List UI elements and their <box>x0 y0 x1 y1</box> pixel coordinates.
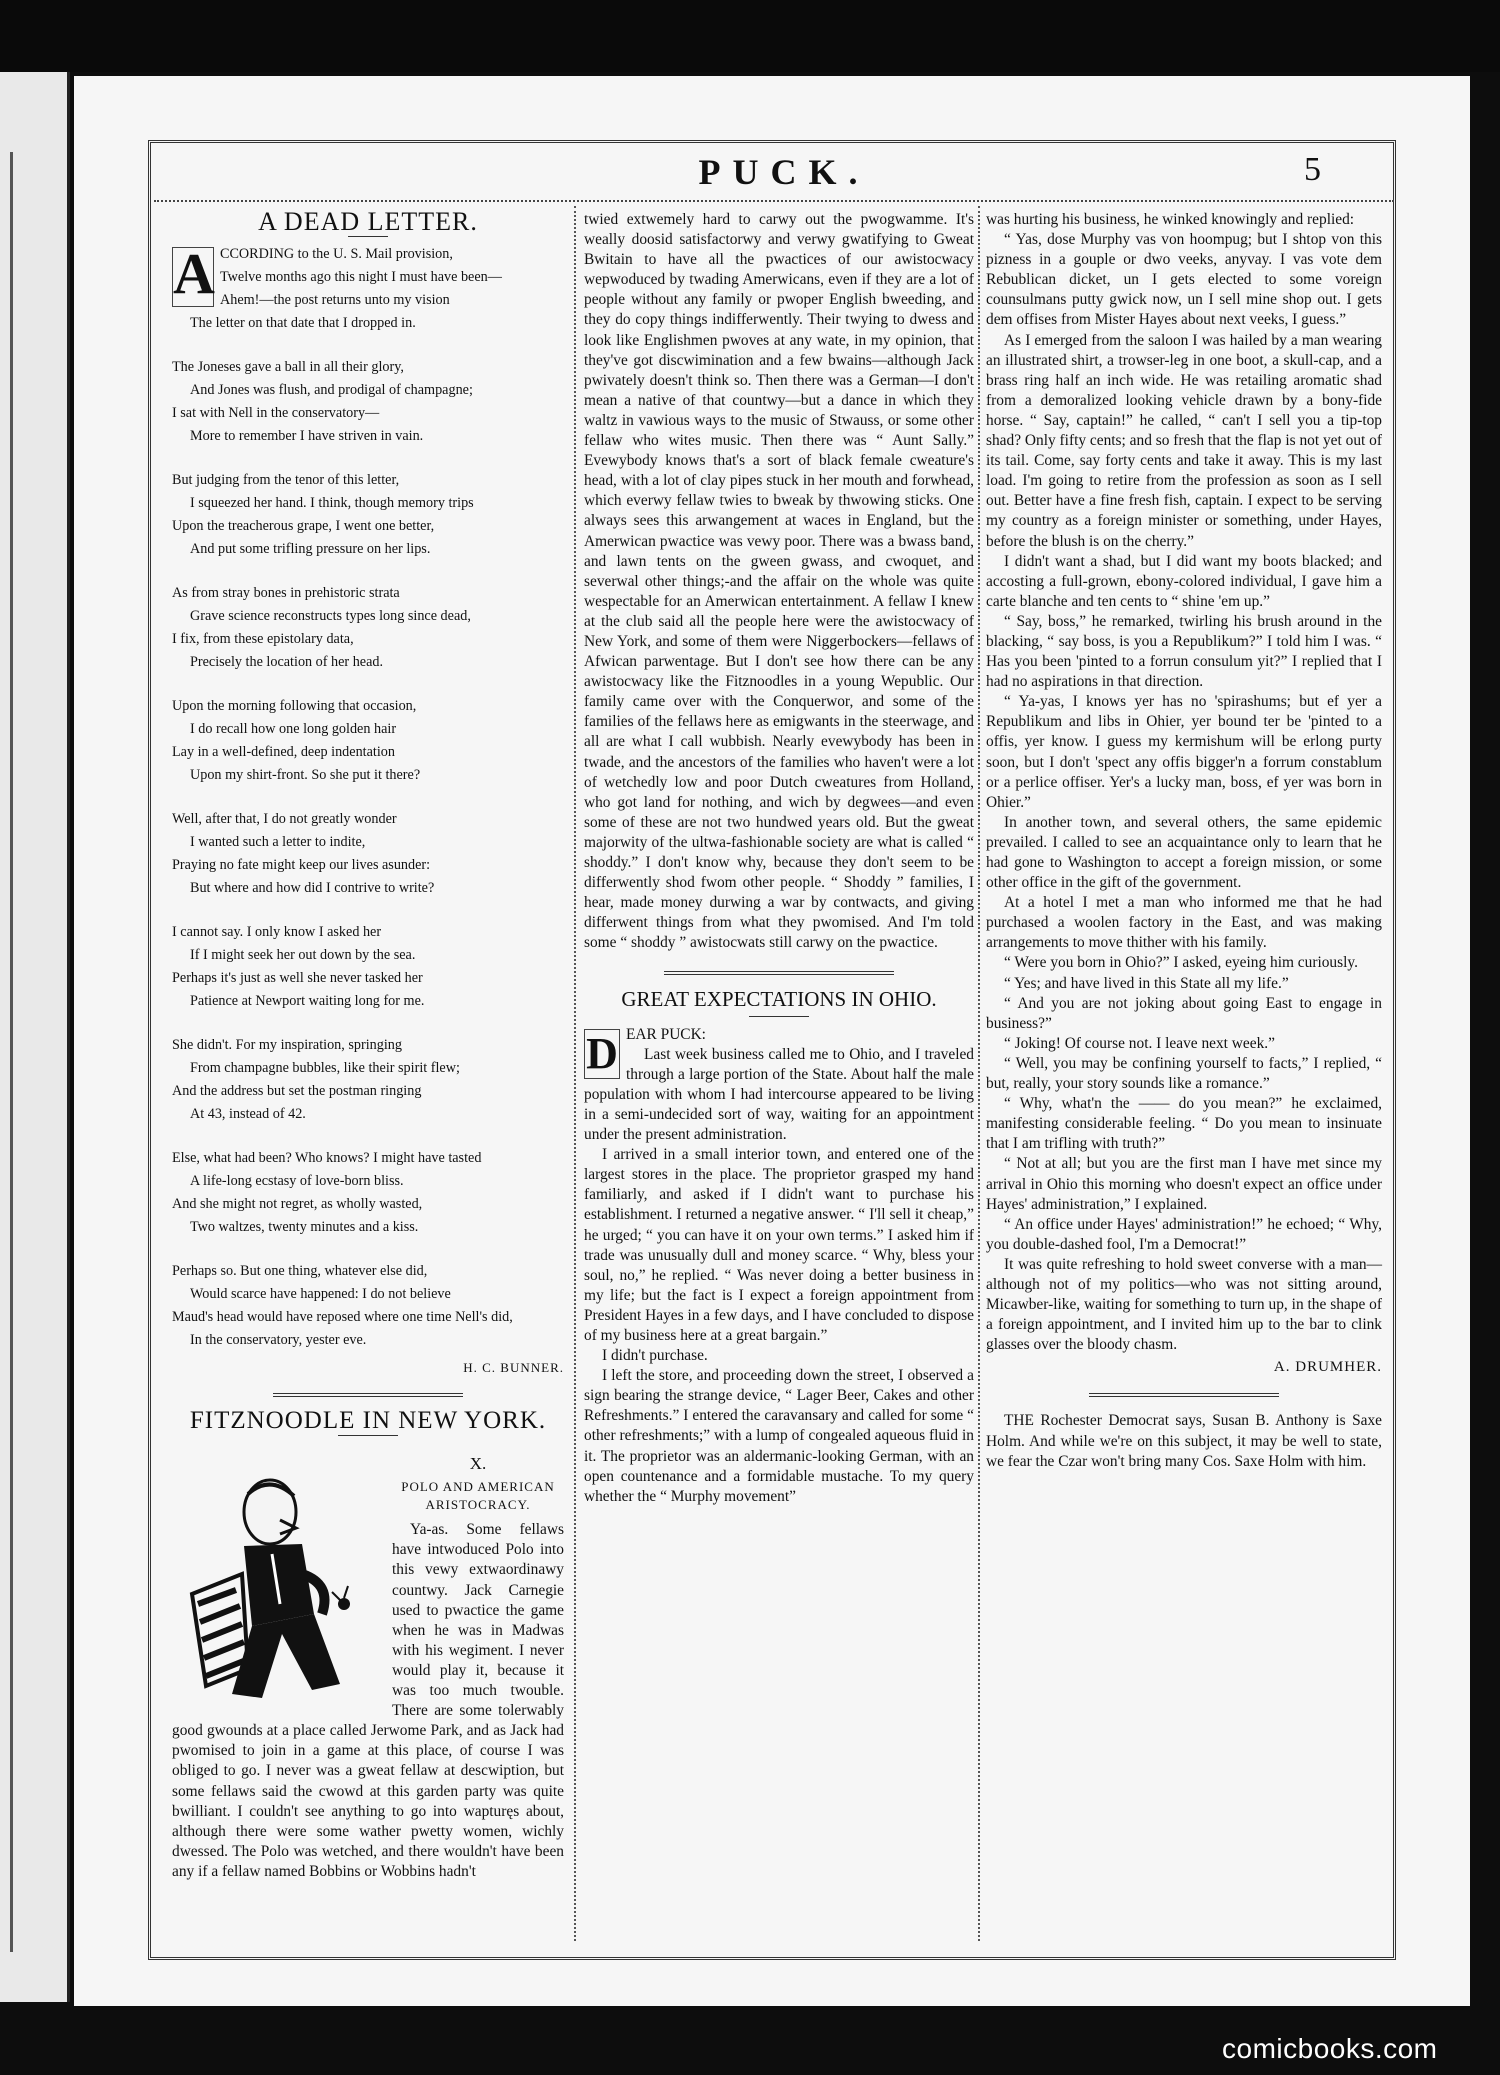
poem-line: Lay in a well-defined, deep indentation <box>172 744 395 761</box>
stanza-gap <box>172 1239 564 1260</box>
poem-line: Else, what had been? Who knows? I might have tasted <box>172 1150 482 1167</box>
poem-line: Perhaps so. But one thing, whatever else did, <box>172 1263 428 1280</box>
expectations-continued <box>986 210 1382 1355</box>
column-rule-1 <box>574 206 576 1941</box>
letter-salutation: EAR PUCK: <box>626 1025 706 1043</box>
article-paragraph: Last week business called me to Ohio, and I traveled through a large portion of the State. About half the male population with whom I had intercourse appeared to be living in a semi-undecided sort of way, waiting for an appointment under the present administration. <box>584 1045 974 1144</box>
section-separator <box>273 1393 463 1397</box>
stanza-gap <box>172 448 564 469</box>
newspaper-page <box>74 76 1470 2006</box>
fitznoodle-text: Ya-as. Some fellaws have intwoduced Polo into this vewy extwaordinawy countwy. Jack Carnegie used to pwactice the game when he was in Madwas with his wegiment. I never would play it, because it was too much twouble. There are some tolerwably good gwounds at a place called Jerwome Park, and as Jack had pwomised to join in a game at this place, of course I was obliged to go. I never was a gweat fellaw at descwiption, but some fellaws said the cwowd at this garden party was quite bwilliant. I couldn't see anything to go into wapturęs about, although there were some wather pwetty women, wichly dwessed. The Polo was wetched, and there wouldn't have been any if a fellaw named Bobbins or Wobbins hadn't <box>172 1521 564 1880</box>
drop-cap: D <box>584 1029 620 1079</box>
poem-line: Ahem!—the post returns unto my vision <box>220 292 450 309</box>
page-header <box>74 151 1470 191</box>
article-paragraph: I didn't purchase. <box>602 1347 708 1365</box>
stanza-gap <box>172 1013 564 1034</box>
chapter-number: X. <box>469 1454 487 1474</box>
poem-line: Would scarce have happened: I do not believe <box>190 1286 451 1303</box>
poem-line: Two waltzes, twenty minutes and a kiss. <box>190 1219 419 1236</box>
poem-line: I do recall how one long golden hair <box>190 721 397 738</box>
article-paragraph: It was quite refreshing to hold sweet converse with a man—although not of my politics—who was not sitting around, Micawber-like, waiting for something to turn up, in the shape of a foreign appointment, and I invited him up to the bar to clink glasses over the bloody chasm. <box>986 1255 1382 1354</box>
poem-line: Upon my shirt-front. So she put it there? <box>190 767 421 784</box>
poem-line: She didn't. For my inspiration, springing <box>172 1037 402 1054</box>
column-rule-2 <box>978 206 980 1941</box>
title-dash <box>338 1435 398 1436</box>
article-paragraph: “ Well, you may be confining yourself to facts,” I replied, “ but, really, your story sounds like a romance.” <box>986 1054 1382 1093</box>
poem-signature: H. C. BUNNER. <box>463 1360 564 1376</box>
article-paragraph: I didn't want a shad, but I did want my boots blacked; and accosting a full-grown, ebony-colored individual, I gave him a carte blanche and ten cents to “ shine 'em up.” <box>986 552 1382 610</box>
stanza-gap <box>172 787 564 808</box>
poem-line: I sat with Nell in the conservatory— <box>172 405 380 422</box>
poem-line: Maud's head would have reposed where one time Nell's did, <box>172 1309 513 1326</box>
poem-line: Precisely the location of her head. <box>190 654 384 671</box>
poem-line: But where and how did I contrive to write? <box>190 880 435 897</box>
article-paragraph: “ Say, boss,” he remarked, twirling his brush around in the blacking, “ say boss, is you a Republikum?” I told him I was. “ Has you been 'pinted to a forrun consulum yit?” I replied that I had no aspirations in that direction. <box>986 612 1382 691</box>
stanza-gap <box>172 561 564 582</box>
article-paragraph: In another town, and several others, the same epidemic prevailed. I called to see an acquaintance only to learn that he had gone to Washington to accept a foreign mission, or some other office in the gift of the government. <box>986 813 1382 892</box>
poem-line: But judging from the tenor of this letter, <box>172 472 400 489</box>
poem-stanzas <box>172 243 564 1352</box>
poem-line: Upon the treacherous grape, I went one better, <box>172 518 435 535</box>
article-paragraph: “ Were you born in Ohio?” I asked, eyeing him curiously. <box>1004 954 1358 972</box>
poem-line: Patience at Newport waiting long for me. <box>190 993 425 1010</box>
article-paragraph: “ An office under Hayes' administration!” he echoed; “ Why, you double-dashed fool, I'm a Democrat!” <box>986 1215 1382 1253</box>
poem-line: I fix, from these epistolary data, <box>172 631 354 648</box>
article-signature: A. DRUMHER. <box>1273 1359 1382 1376</box>
article-paragraph: I left the store, and proceeding down the street, I observed a sign bearing the strange device, “ Lager Beer, Cakes and other Refreshments.” I entered the caravansary and called for some “ other refreshments;” with a lump of congealed aqueous fluid in it. The proprietor was an aldermanic-looking German, with an open countenance and a formidable mustache. To my query whether the “ Murphy movement” <box>584 1367 974 1505</box>
poem-line: I wanted such a letter to indite, <box>190 834 366 851</box>
expectations-title: GREAT EXPECTATIONS IN OHIO. <box>621 987 937 1012</box>
poem-line: I squeezed her hand. I think, though memory trips <box>190 495 474 512</box>
poem-line: The Joneses gave a ball in all their glory, <box>172 359 404 376</box>
stanza-gap <box>172 335 564 356</box>
page-number: 5 <box>1304 151 1321 188</box>
drop-cap: A <box>173 241 215 307</box>
expectations-text <box>584 1045 974 1507</box>
poem-line: As from stray bones in prehistoric strata <box>172 585 400 602</box>
poem-line: CCORDING to the U. S. Mail provision, <box>220 246 453 263</box>
stanza-gap <box>172 674 564 695</box>
article-paragraph: “ Yes; and have lived in this State all my life.” <box>1004 974 1289 992</box>
poem-line: And put some trifling pressure on her lips. <box>190 541 431 558</box>
article-paragraph: was hurting his business, he winked knowingly and replied: <box>986 211 1355 228</box>
column-3 <box>986 210 1382 1472</box>
article-paragraph: “ And you are not joking about going East to engage in business?” <box>986 994 1382 1032</box>
poem-line: Perhaps it's just as well she never tasked her <box>172 970 423 987</box>
article-paragraph: “ Not at all; but you are the first man I have met since my arrival in Ohio this morning who doesn't expect an office under Hayes' administration,” I explained. <box>986 1155 1382 1213</box>
column-2 <box>584 210 974 1507</box>
source-watermark: comicbooks.com <box>1222 2033 1438 2064</box>
adjacent-page-edge <box>0 72 70 2002</box>
fitznoodle-continued: twied extwemely hard to carwy out the pwogwamme. It's weally doosid satisfactorwy and verwy gwatifying to Gweat Bwitain to have all the pwactices of our awistocwacy wepwoduced by twading Amerwicans, even if they are a lot of people without any family or pwoper English bweeding, and they do copy things indifferwently. Their twying to dwess and look like Englishmen pwoves at any wate, in my opinion, that they've got discwimination and a few bwains—although Jack pwivately doesn't think so. Then there was a German—I don't mean a native of that countwy—but a dance in which they waltz in vawious ways to the music of Stwauss, or some other fellaw who wites music. Then there was “ Aunt Sally.” Evewybody knows that's a sort of black female cweature's head, with a lot of clay pipes stuck in her mouth and forwhead, which everwy fellaw twies to bweak by thwowing sticks. One always sees this arwangement at waces in England, but the Amerwican pwactice was vewy poor. There was a bwass band, and lawn tents on the gween gwass, and cwoquet, and severwal other things;-and the affair on the whole was quite wespectable for an Amerwican entertainment. A fellaw I knew at the club said all the people here were the awistocwacy of New York, and some of them were Niggerbockers—fellaws of Afwican parwentage. But I don't see how there can be any awistocwacy like the Fitznoodles in a young Wepublic. Our family came over with the Conquerwor, and some of the families of the fellaws here as emigwants in the steerwage, and all are what I call wubbish. Nearly evewybody has been in twade, and the ancestors of the families who haven't were a lot of wetchedly low and poor Dutch cweatures from Holland, who got land for nothing, and wich by degwees—and even some of these are not two hundwed years old. But the gweat majorwity of the ultwa-fashionable society are what is called “ shoddy.” I don't know why, because they don't seem to be differwently shod fwom other people. “ Shoddy ” families, I hear, made money durwing a war by contwacts, and giving differwent things from what they pwomised. And I'm told some “ shoddy ” awistocwats still carwy on the pwactice. <box>584 211 974 952</box>
poem-line: Praying no fate might keep our lives asunder: <box>172 857 431 874</box>
section-separator <box>664 971 894 975</box>
fitznoodle-title: FITZNOODLE IN NEW YORK. <box>189 1407 547 1435</box>
title-dash <box>749 1016 809 1017</box>
column-1 <box>172 207 564 1882</box>
fitznoodle-subtitle: POLO AND AMERICAN ARISTOCRACY. <box>401 1479 555 1513</box>
fitznoodle-caricature-illustration <box>172 1454 382 1712</box>
dead-letter-title: A DEAD LETTER. <box>258 207 478 236</box>
poem-line: More to remember I have striven in vain. <box>190 428 424 445</box>
poem-line: And the address but set the postman ringing <box>172 1083 422 1100</box>
section-separator <box>1089 1393 1279 1397</box>
poem-line: Well, after that, I do not greatly wonder <box>172 811 397 828</box>
masthead-title: PUCK. <box>698 152 870 192</box>
article-paragraph: I arrived in a small interior town, and entered one of the largest stores in the place. The proprietor grasped my hand familiarly, and asked if I didn't want to purchase his establishment. I returned a negative answer. “ I'll sell it cheap,” he urged; “ you can have it on your own terms.” I asked him if trade was unusually dull and money scarce. “ Why, bless your soul, no,” he replied. “ Was never doing a better business in my life; but the fact is I expect a foreign appointment from President Hayes in a few days, and I have concluded to dispose of my business here at a great bargain.” <box>584 1146 974 1344</box>
rochester-note: THE Rochester Democrat says, Susan B. Anthony is Saxe Holm. And while we're on this subject, it may be well to state, we fear the Czar won't bring many Cos. Saxe Holm with him. <box>986 1412 1382 1470</box>
stanza-gap <box>172 900 564 921</box>
scan-border-top <box>0 0 1500 72</box>
poem-line: The letter on that date that I dropped in. <box>190 315 416 332</box>
poem-line: From champagne bubbles, like their spirit flew; <box>190 1060 460 1077</box>
article-paragraph: “ Ya-yas, I knows yer has no 'spirashums; but ef yer a Republikum and libs in Ohier, yer bound ter be 'pinted to a offis, yer know. I guess my kermishum will be erlong purty soon, but I don't 'spect any offis bigger'n a forrum constablum or a perlice offiser. Yer's a lucky man, boss, ef yer was born in Ohier.” <box>986 693 1382 811</box>
poem-line: At 43, instead of 42. <box>190 1106 306 1123</box>
poem-line: If I might seek her out down by the sea. <box>190 947 416 964</box>
poem-line: Upon the morning following that occasion, <box>172 698 417 715</box>
poem-line: Grave science reconstructs types long since dead, <box>190 608 471 625</box>
poem-line: In the conservatory, yester eve. <box>190 1332 367 1349</box>
poem-line: A life-long ecstasy of love-born bliss. <box>190 1173 404 1190</box>
article-paragraph: “ Why, what'n the —— do you mean?” he exclaimed, manifesting considerable feeling. “ Do you mean to insinuate that I am trifling with truth?” <box>986 1095 1382 1153</box>
header-rule <box>154 200 1394 202</box>
article-paragraph: “ Yas, dose Murphy vas von hoompug; but I shtop von this pizness in a gouple or dwo veeks, anyvay. I vas vote dem Rebublican dicket, un I gets elected to some voreign counsulmans putty gwick now, un I sell mine shop out. I gets dem offises from Mister Hayes about next veeks, I guess.” <box>986 231 1382 329</box>
article-paragraph: “ Joking! Of course not. I leave next week.” <box>1004 1034 1275 1052</box>
stanza-gap <box>172 1126 564 1147</box>
poem-line: Twelve months ago this night I must have been— <box>220 269 502 286</box>
poem-line: I cannot say. I only know I asked her <box>172 924 382 941</box>
adjacent-page-rule <box>10 152 13 1952</box>
poem-line: And Jones was flush, and prodigal of champagne; <box>190 382 473 399</box>
dead-letter-poem <box>172 243 564 1379</box>
poem-line: And she might not regret, as wholly wasted, <box>172 1196 423 1213</box>
title-dash <box>348 236 388 237</box>
article-paragraph: As I emerged from the saloon I was hailed by a man wearing an illustrated shirt, a trowser-leg in one boot, a skull-cap, and a brass ring half an inch wide. He was retailing aromatic shad from a demoralized looking vehicle drawn by a bony-fide horse. “ Say, captain!” he called, “ can't I sell you a tip-top shad? Only fifty cents; and so fresh that the flap is not yet out of its tail. Come, say forty cents and take it away. This is my last load. I'm going to retire from the profession as soon as I sell out. Better have a fine fresh fish, captain. I expect to be serving my country as a foreign minister or something, under Hayes, before the blush is on the cherry.” <box>986 331 1382 550</box>
article-paragraph: At a hotel I met a man who informed me that he had purchased a woolen factory in the East, and was making arrangements to move thither with his family. <box>986 894 1382 952</box>
